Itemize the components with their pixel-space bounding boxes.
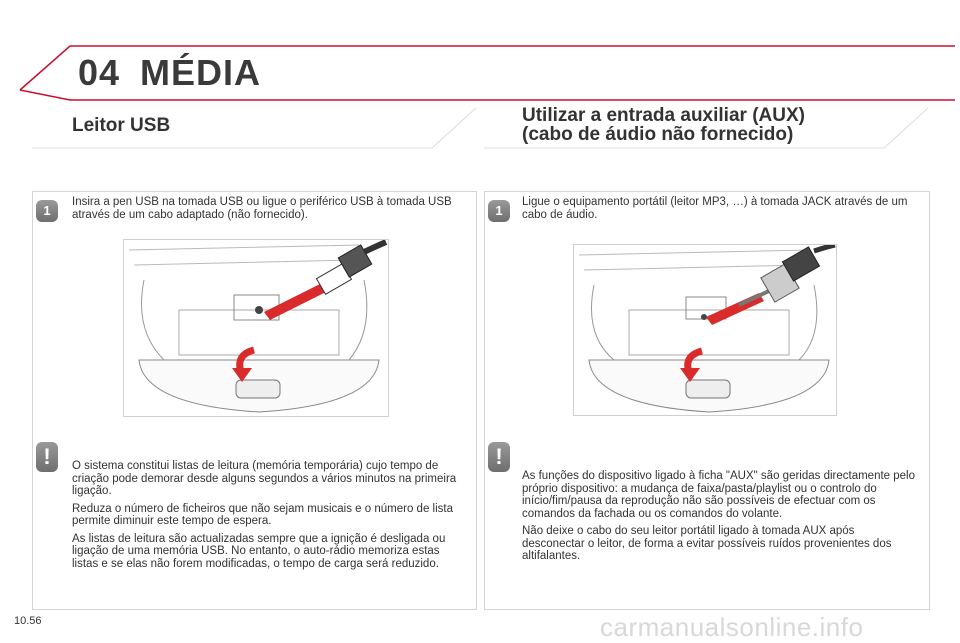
aux-warning-text: [522, 470, 917, 568]
usb-connection-illustration: [123, 239, 389, 417]
aux-title-line1: Utilizar a entrada auxiliar (AUX): [522, 105, 805, 126]
aux-warning-paragraph: Não deixe o cabo do seu leitor portátil ligado à tomada AUX após desconectar o leitor, de forma a evitar possíveis ruídos provenientes dos altifalantes.: [522, 525, 892, 562]
usb-step-text: Insira a pen USB na tomada USB ou ligue o periférico USB à tomada USB através de um cabo adaptado (não fornecido).: [72, 196, 452, 221]
step-badge-aux: 1: [488, 200, 510, 222]
aux-warning-paragraph: As funções do dispositivo ligado à ficha "AUX" são geridas directamente pelo próprio dispositivo: a mudança de faixa/pasta/playlist ou o controlo do início/fim/pausa da reprodução não são possíveis de efectuar com os comandos da fachada ou os comandos do volante.: [522, 470, 915, 520]
warning-badge-usb: !: [36, 442, 58, 472]
aux-section-title: [522, 106, 805, 144]
aux-title-line2: (cabo de áudio não fornecido): [522, 124, 794, 145]
warning-badge-aux: !: [488, 442, 510, 472]
usb-section-title: Leitor USB: [72, 115, 171, 136]
chapter-number: 04: [78, 52, 121, 93]
chapter-title: MÉDIA: [140, 52, 261, 93]
usb-warning-paragraph: Reduza o número de ficheiros que não sejam musicais e o número de lista permite diminuir este tempo de espera.: [72, 502, 453, 527]
aux-connection-illustration: [573, 244, 837, 416]
usb-warning-text: [72, 460, 467, 575]
page-number: 10.56: [14, 615, 42, 627]
aux-step-text: Ligue o equipamento portátil (leitor MP3, …) à tomada JACK através de um cabo de áudio.: [522, 196, 908, 221]
watermark: carmanualsonline.info: [600, 612, 864, 642]
usb-warning-paragraph: O sistema constitui listas de leitura (memória temporária) cujo tempo de criação pode demorar desde alguns segundos a vários minutos na primeira ligação.: [72, 460, 457, 497]
step-badge-usb: 1: [36, 200, 58, 222]
usb-warning-paragraph: As listas de leitura são actualizadas sempre que a ignição é desligada ou ligação de uma memória USB. No entanto, o auto-rádio memoriza estas listas e se elas não forem modificadas, o tempo de carga será reduzido.: [72, 532, 446, 570]
